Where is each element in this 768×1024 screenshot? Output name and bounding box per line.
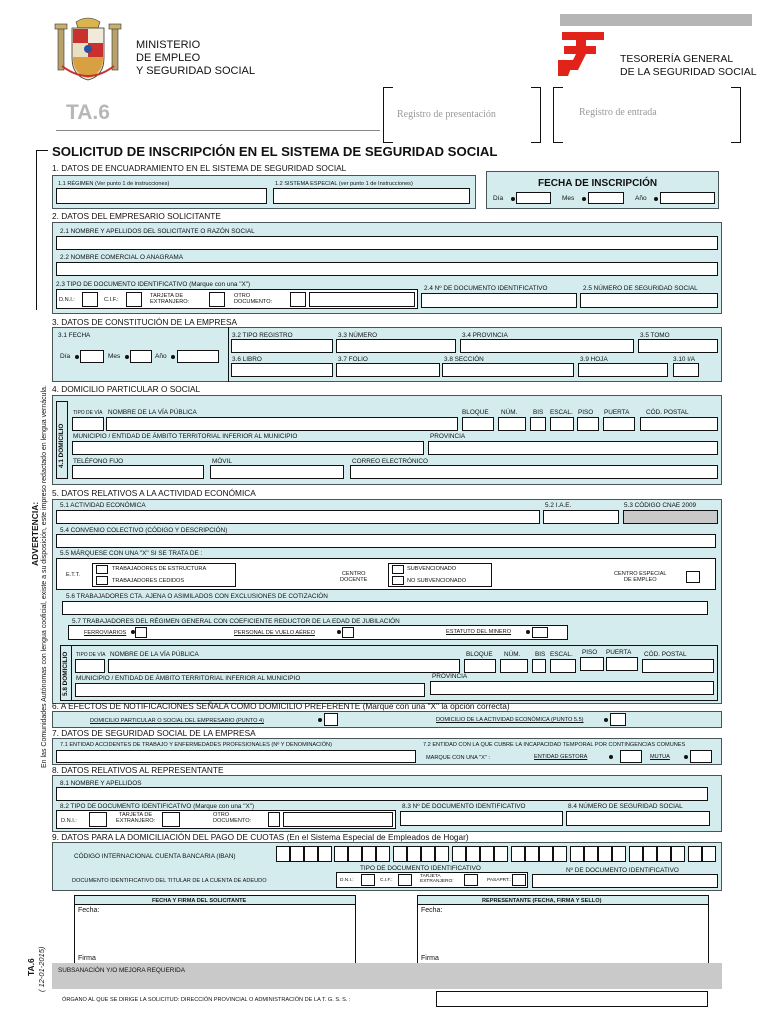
d58-nombre-via-label: NOMBRE DE LA VÍA PÚBLICA: [110, 651, 199, 658]
entidad-it-label: 7.2 ENTIDAD CON LA QUE CUBRE LA INCAPACIDAD TEMPORAL POR CONTINGENCIAS COMUNES: [423, 742, 686, 748]
subvencionado-checkbox[interactable]: [392, 565, 404, 574]
sistema-especial-input[interactable]: [273, 188, 470, 204]
titular-cif-checkbox[interactable]: [398, 874, 412, 886]
titular-num-doc-input[interactable]: [532, 874, 718, 888]
d58-bis-input[interactable]: [532, 659, 546, 673]
mutua-checkbox[interactable]: [690, 750, 712, 763]
entidad-at-label: 7.1 ENTIDAD ACCIDENTES DE TRABAJO Y ENFERMEDADES PROFESIONALES (Nº Y DENOMINACIÓN): [60, 742, 332, 748]
cif-checkbox[interactable]: [126, 292, 142, 307]
convenio-input[interactable]: [56, 534, 716, 548]
side-advertencia-text: En las Comunidades Autónomas con lengua cooficial, existe a su disposición, este impreso redactado en lengua vernácula.: [41, 385, 48, 768]
centro-docente-label: CENTRO DOCENTE: [340, 571, 368, 583]
d4-municipio-label: MUNICIPIO / ENTIDAD DE ÁMBITO TERRITORIAL INFERIOR AL MUNICIPIO: [73, 433, 298, 440]
firma-representante-firma: Firma: [421, 955, 439, 962]
d58-municipio-input[interactable]: [75, 683, 425, 697]
rep-dni-checkbox[interactable]: [89, 812, 107, 827]
d58-provincia-input[interactable]: [430, 681, 714, 695]
tgss-logo: [556, 30, 606, 78]
organo-label: ÓRGANO AL QUE SE DIRIGE LA SOLICITUD: DIRECCIÓN PROVINCIAL O ADMINISTRACIÓN DE LA T. G. S. S. :: [62, 997, 351, 1003]
ministry-name: MINISTERIO DE EMPLEO Y SEGURIDAD SOCIAL: [136, 39, 255, 77]
d58-nombre-via-input[interactable]: [108, 659, 460, 673]
tgss-name: TESORERÍA GENERAL DE LA SEGURIDAD SOCIAL: [620, 53, 757, 78]
cnae-label: 5.3 CÓDIGO CNAE 2009: [624, 502, 697, 509]
d4-provincia-label: PROVINCIA: [430, 433, 466, 440]
libro-label: 3.6 LIBRO: [232, 356, 262, 363]
d4-puerta-label: PUERTA: [604, 409, 630, 416]
constitucion-anio-input[interactable]: [177, 350, 219, 363]
rep-tipo-doc-label: 8.2 TIPO DE DOCUMENTO IDENTIFICATIVO (Marque con una "X"): [60, 803, 255, 810]
num-ss-label: 2.5 NÚMERO DE SEGURIDAD SOCIAL: [583, 285, 698, 292]
d4-correo-input[interactable]: [350, 465, 718, 479]
section-7-title: 7. DATOS DE SEGURIDAD SOCIAL DE LA EMPRESA: [52, 728, 256, 738]
notif-particular-checkbox[interactable]: [324, 713, 338, 726]
rep-dni-label: D.N.I.:: [61, 818, 77, 824]
d4-telefono-label: TELÉFONO FIJO: [73, 458, 124, 465]
cif-label: C.I.F.:: [104, 297, 119, 303]
d58-bloque-input[interactable]: [464, 659, 496, 673]
fecha-anio-label: Año: [635, 195, 647, 202]
d4-cod-postal-input[interactable]: [640, 417, 718, 431]
form-code-underline: [56, 130, 380, 131]
registro-entrada-box[interactable]: [553, 87, 741, 143]
centro-especial-checkbox[interactable]: [686, 571, 700, 583]
d58-bloque-label: BLOQUE: [466, 651, 493, 658]
minero-label: ESTATUTO DEL MINERO: [446, 629, 512, 635]
rep-tarjeta-checkbox[interactable]: [162, 812, 180, 827]
constitucion-dia-label: Día: [60, 353, 71, 360]
d58-piso-input[interactable]: [580, 657, 604, 671]
nombre-comercial-input[interactable]: [56, 262, 718, 276]
d58-cod-postal-input[interactable]: [642, 659, 714, 673]
provincia-label: 3.4 PROVINCIA: [462, 332, 508, 339]
tomo-input[interactable]: [638, 339, 718, 353]
rep-tarjeta-label: TARJETA DE EXTRANJERO:: [116, 812, 156, 824]
ia-label: 3.10 I/A: [673, 356, 696, 363]
fecha-anio-input[interactable]: [660, 192, 715, 204]
tipo-registro-label: 3.2 TIPO REGISTRO: [232, 332, 293, 339]
titular-dni-checkbox[interactable]: [361, 874, 375, 886]
d4-tipo-via-input[interactable]: [72, 417, 104, 431]
registro-entrada-label: Registro de entrada: [579, 107, 657, 118]
folio-input[interactable]: [336, 363, 440, 377]
firma-representante-fecha: Fecha:: [421, 907, 443, 914]
cnae-input[interactable]: [623, 510, 718, 524]
domicilio-side-label: 4.1 DOMICILIO: [58, 423, 65, 468]
section-9-title: 9. DATOS PARA LA DOMICILIACIÓN DEL PAGO DE CUOTAS (En el Sistema Especial de Empleados de Hogar): [52, 832, 469, 842]
form-title: SOLICITUD DE INSCRIPCIÓN EN EL SISTEMA DE SEGURIDAD SOCIAL: [52, 144, 498, 159]
entidad-gestora-checkbox[interactable]: [620, 750, 642, 763]
firma-solicitante-box[interactable]: [74, 895, 356, 965]
nombre-solicitante-label: 2.1 NOMBRE Y APELLIDOS DEL SOLICITANTE O RAZÓN SOCIAL: [60, 228, 255, 235]
otro-checkbox[interactable]: [290, 292, 306, 307]
section-3-title: 3. DATOS DE CONSTITUCIÓN DE LA EMPRESA: [52, 317, 238, 327]
no-subvencionado-checkbox[interactable]: [392, 576, 404, 585]
rep-num-ss-label: 8.4 NÚMERO DE SEGURIDAD SOCIAL: [568, 803, 683, 810]
titular-tarjeta-label: TARJETA EXTRANJERO:: [420, 874, 454, 884]
hoja-input[interactable]: [578, 363, 668, 377]
d4-cod-postal-label: CÓD. POSTAL: [646, 409, 689, 416]
iae-input[interactable]: [543, 510, 619, 524]
d4-escal-label: ESCAL.: [550, 409, 573, 416]
d58-escal-input[interactable]: [550, 659, 576, 673]
d58-bis-label: BIS: [535, 651, 546, 658]
d58-cod-postal-label: CÓD. POSTAL: [644, 651, 687, 658]
subvencionado-label: SUBVENCIONADO: [407, 566, 457, 572]
d4-num-input[interactable]: [498, 417, 526, 431]
rep-nombre-input[interactable]: [56, 787, 708, 801]
libro-input[interactable]: [231, 363, 333, 377]
seccion-input[interactable]: [442, 363, 574, 377]
trab-estructura-checkbox[interactable]: [96, 565, 108, 574]
d58-num-label: NÚM.: [504, 651, 521, 658]
trab-cedidos-label: TRABAJADORES CEDIDOS: [112, 578, 185, 584]
d4-municipio-input[interactable]: [72, 441, 424, 455]
d4-piso-input[interactable]: [577, 417, 599, 431]
d58-municipio-label: MUNICIPIO / ENTIDAD DE ÁMBITO TERRITORIAL INFERIOR AL MUNICIPIO: [76, 675, 301, 682]
rep-num-doc-label: 8.3 Nº DE DOCUMENTO IDENTIFICATIVO: [402, 803, 526, 810]
section-6-title: 6. A EFECTOS DE NOTIFICACIONES SEÑALA COMO DOMICILIO PREFERENTE (Marque con una "X" la opción correcta): [52, 701, 510, 711]
registro-presentacion-label: Registro de presentación: [397, 109, 496, 120]
entidad-at-input[interactable]: [56, 750, 416, 763]
d58-side-label: 5.8 DOMICILIO: [62, 651, 69, 696]
d4-correo-label: CORREO ELECTRÓNICO: [352, 458, 428, 465]
d4-num-label: NÚM.: [501, 409, 518, 416]
d4-escal-input[interactable]: [550, 417, 574, 431]
seccion-label: 3.8 SECCIÓN: [444, 356, 484, 363]
fecha-dia-label: Día: [493, 195, 504, 202]
d4-nombre-via-input[interactable]: [106, 417, 458, 431]
actividad-label: 5.1 ACTIVIDAD ECONÓMICA: [60, 502, 146, 509]
notif-particular-label: DOMICILIO PARTICULAR O SOCIAL DEL EMPRESARIO (PUNTO 4): [90, 718, 264, 724]
d58-escal-label: ESCAL.: [550, 651, 573, 658]
titular-cif-label: C.I.F.:: [380, 878, 393, 883]
provincia-input[interactable]: [460, 339, 634, 353]
firma-solicitante-fecha: Fecha:: [78, 907, 100, 914]
trab-cedidos-checkbox[interactable]: [96, 576, 108, 585]
section-1-title: 1. DATOS DE ENCUADRAMIENTO EN EL SISTEMA DE SEGURIDAD SOCIAL: [52, 163, 347, 173]
rep-nombre-label: 8.1 NOMBRE Y APELLIDOS: [60, 780, 142, 787]
mutua-label: MUTUA: [650, 754, 670, 760]
spain-coat-of-arms-logo: [52, 16, 124, 86]
d58-puerta-label: PUERTA: [606, 649, 632, 656]
centro-especial-label: CENTRO ESPECIAL DE EMPLEO: [614, 571, 667, 583]
numero-label: 3.3 NÚMERO: [338, 332, 378, 339]
d4-bis-label: BIS: [533, 409, 544, 416]
rep-otro-label: OTRO DOCUMENTO:: [213, 812, 252, 824]
marque-label: MARQUE CON UNA "X" :: [426, 755, 490, 761]
d4-puerta-input[interactable]: [603, 417, 635, 431]
d58-tipo-via-input[interactable]: [75, 659, 105, 673]
d4-telefono-input[interactable]: [72, 465, 204, 479]
d58-provincia-label: PROVINCIA: [432, 673, 468, 680]
constitucion-fecha-label: 3.1 FECHA: [58, 332, 91, 339]
no-subvencionado-label: NO SUBVENCIONADO: [407, 578, 467, 584]
constitucion-anio-label: Año: [155, 353, 167, 360]
fecha-mes-label: Mes: [562, 195, 575, 202]
firma-representante-box[interactable]: [417, 895, 709, 965]
ia-input[interactable]: [673, 363, 699, 377]
regimen-input[interactable]: [56, 188, 267, 204]
fecha-mes-input[interactable]: [588, 192, 624, 204]
notif-actividad-label: DOMICILIO DE LA ACTIVIDAD ECONÓMICA (PUNTO 5.5): [436, 717, 584, 723]
actividad-input[interactable]: [56, 510, 540, 524]
convenio-label: 5.4 CONVENIO COLECTIVO (CÓDIGO Y DESCRIPCIÓN): [60, 527, 228, 534]
notif-actividad-checkbox[interactable]: [610, 713, 626, 726]
tomo-label: 3.5 TOMO: [640, 332, 670, 339]
tipo-registro-input[interactable]: [231, 339, 333, 353]
iban-label: CÓDIGO INTERNACIONAL CUENTA BANCARIA (IBAN): [74, 853, 236, 860]
reductor-label: 5.7 TRABAJADORES DEL RÉGIMEN GENERAL CON COEFICIENTE REDUCTOR DE LA EDAD DE JUBILACIÓN: [72, 618, 400, 625]
otro-doc-input[interactable]: [309, 292, 415, 307]
rep-otro-input[interactable]: [283, 812, 393, 827]
regimen-label: 1.1 RÉGIMEN (Ver punto 1 de instrucciones): [58, 181, 170, 187]
section-2-title: 2. DATOS DEL EMPRESARIO SOLICITANTE: [52, 211, 221, 221]
side-advertencia: ADVERTENCIA:: [30, 501, 40, 566]
d4-movil-input[interactable]: [210, 465, 344, 479]
dni-label: D.N.I.:: [59, 297, 75, 303]
top-grey-bar: [560, 14, 752, 26]
titular-pasaporte-label: PASAPRT.:: [487, 878, 512, 883]
left-bracket: [36, 150, 48, 310]
d4-bloque-input[interactable]: [462, 417, 494, 431]
cta-ajena-input[interactable]: [62, 601, 708, 615]
titular-pasaporte-checkbox[interactable]: [512, 874, 526, 886]
d4-bloque-label: BLOQUE: [462, 409, 489, 416]
iae-label: 5.2 I.A.E.: [545, 502, 572, 509]
ferroviarios-label: FERROVIARIOS: [84, 630, 127, 636]
fecha-dia-input[interactable]: [516, 192, 551, 204]
marquese-label: 5.5 MÁRQUESE CON UNA "X" SI SE TRATA DE :: [60, 550, 203, 557]
section-4-title: 4. DOMICILIO PARTICULAR O SOCIAL: [52, 384, 201, 394]
cta-ajena-label: 5.6 TRABAJADORES CTA. AJENA O ASIMILADOS CON EXCLUSIONES DE COTIZACIÓN: [66, 593, 328, 600]
d4-bis-input[interactable]: [530, 417, 546, 431]
rep-num-doc-input[interactable]: [400, 811, 563, 826]
constitucion-mes-label: Mes: [108, 353, 121, 360]
rep-num-ss-input[interactable]: [566, 811, 710, 826]
side-form-code: TA.6: [26, 958, 36, 976]
ferroviarios-checkbox[interactable]: [135, 627, 147, 638]
d4-tipo-via-label: TIPO DE VÍA: [73, 410, 103, 416]
titular-dni-label: D.N.I.:: [340, 878, 354, 883]
ett-label: E.T.T.: [66, 572, 80, 578]
d58-tipo-via-label: TIPO DE VÍA: [76, 652, 106, 658]
titular-tipo-doc-label: TIPO DE DOCUMENTO IDENTIFICATIVO: [360, 865, 481, 872]
num-ss-input[interactable]: [580, 293, 718, 308]
firma-solicitante-title: FECHA Y FIRMA DEL SOLICITANTE: [152, 898, 247, 904]
d58-puerta-input[interactable]: [606, 657, 638, 671]
d4-movil-label: MÓVIL: [212, 458, 232, 465]
vuelo-checkbox[interactable]: [342, 627, 354, 638]
tarjeta-checkbox[interactable]: [209, 292, 225, 307]
iban-boxes[interactable]: [276, 846, 718, 862]
folio-label: 3.7 FOLIO: [338, 356, 368, 363]
num-doc-input[interactable]: [421, 293, 577, 308]
hoja-label: 3.9 HOJA: [580, 356, 608, 363]
titular-tarjeta-checkbox[interactable]: [464, 874, 478, 886]
section-8-title: 8. DATOS RELATIVOS AL REPRESENTANTE: [52, 765, 224, 775]
dni-checkbox[interactable]: [82, 292, 98, 307]
d4-provincia-input[interactable]: [428, 441, 718, 455]
otro-label: OTRO DOCUMENTO:: [234, 293, 273, 305]
titular-label: DOCUMENTO IDENTIFICATIVO DEL TITULAR DE LA CUENTA DE ADEUDO: [72, 878, 267, 884]
firma-solicitante-firma: Firma: [78, 955, 96, 962]
nombre-solicitante-input[interactable]: [56, 236, 718, 250]
num-doc-label: 2.4 Nº DE DOCUMENTO IDENTIFICATIVO: [424, 285, 548, 292]
constitucion-mes-input[interactable]: [130, 350, 152, 363]
nombre-comercial-label: 2.2 NOMBRE COMERCIAL O ANAGRAMA: [60, 254, 183, 261]
form-code: TA.6: [66, 101, 110, 124]
d4-piso-label: PISO: [578, 409, 594, 416]
trab-estructura-label: TRABAJADORES DE ESTRUCTURA: [112, 566, 207, 572]
numero-input[interactable]: [336, 339, 456, 353]
sistema-especial-label: 1.2 SISTEMA ESPECIAL (ver punto 1 de Instrucciones): [275, 181, 413, 187]
firma-representante-title: REPRESENTANTE (FECHA, FIRMA Y SELLO): [482, 898, 602, 904]
vuelo-label: PERSONAL DE VUELO AÉREO: [234, 630, 315, 636]
d4-nombre-via-label: NOMBRE DE LA VÍA PÚBLICA: [108, 409, 197, 416]
d58-num-input[interactable]: [500, 659, 528, 673]
rep-otro-checkbox[interactable]: [268, 812, 280, 827]
subsanacion-label: SUBSANACIÓN Y/O MEJORA REQUERIDA: [58, 967, 186, 974]
registro-presentacion-box[interactable]: [383, 87, 541, 143]
entidad-gestora-label: ENTIDAD GESTORA: [534, 754, 588, 760]
side-form-date: ( 12-01-2015): [37, 946, 46, 992]
tipo-doc-label: 2.3 TIPO DE DOCUMENTO IDENTIFICATIVO (Marque con una "X"): [56, 281, 251, 288]
titular-num-doc-label: Nº DE DOCUMENTO IDENTIFICATIVO: [566, 867, 679, 874]
tarjeta-label: TARJETA DE EXTRANJERO:: [150, 293, 190, 305]
constitucion-dia-input[interactable]: [80, 350, 104, 363]
organo-input[interactable]: [436, 991, 708, 1007]
minero-checkbox[interactable]: [532, 627, 548, 638]
section-5-title: 5. DATOS RELATIVOS A LA ACTIVIDAD ECONÓMICA: [52, 488, 256, 498]
d58-piso-label: PISO: [582, 649, 598, 656]
fecha-inscripcion-title: FECHA DE INSCRIPCIÓN: [538, 178, 658, 189]
